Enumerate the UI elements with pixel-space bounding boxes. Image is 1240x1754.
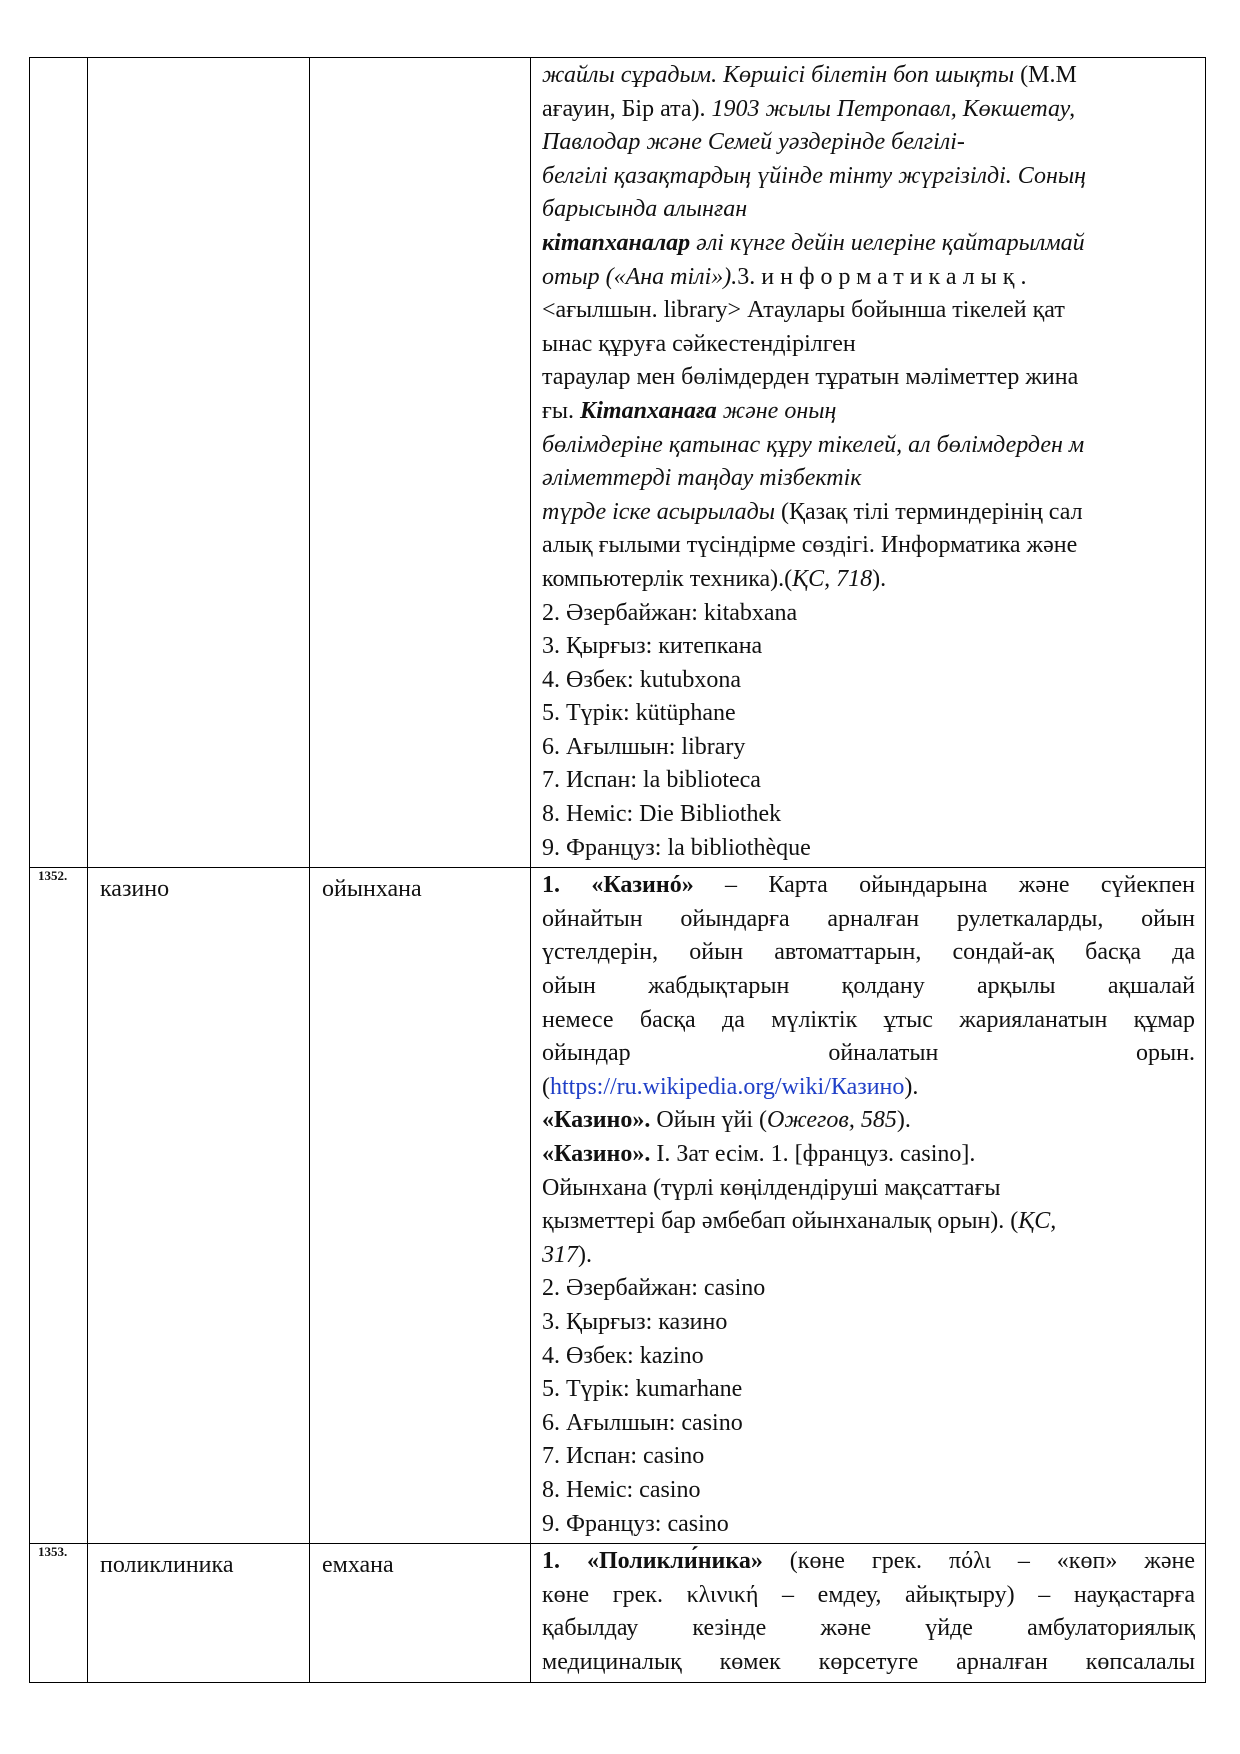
text-segment: ынас құруға сәйкестендірілген bbox=[542, 330, 856, 357]
definition-line bbox=[542, 227, 1195, 261]
kazakh-term-cell bbox=[310, 868, 531, 1544]
text-segment: (көне грек. πόλι – «көп» және bbox=[762, 1548, 1195, 1575]
definition-text bbox=[531, 868, 1205, 1543]
definition-line bbox=[542, 630, 1195, 664]
definition-line bbox=[542, 1071, 1195, 1105]
text-segment: 1903 жылы Петропавл, Көкшетау, bbox=[711, 95, 1076, 122]
text-segment: белгілі қазақтардың үйінде тінту жүргізілді. Соның bbox=[542, 162, 1087, 189]
text-segment: 8. Неміс: casino bbox=[542, 1476, 701, 1503]
table-row bbox=[30, 1544, 1206, 1682]
text-segment: ( bbox=[542, 1073, 550, 1100]
text-segment: 4. Өзбек: kazino bbox=[542, 1342, 704, 1369]
definition-line bbox=[542, 59, 1195, 93]
text-segment: Ожегов, 585 bbox=[767, 1107, 897, 1134]
russian-term-cell bbox=[88, 58, 310, 868]
definition-line bbox=[542, 1272, 1195, 1306]
entry-number-cell bbox=[30, 1544, 88, 1682]
definition-line bbox=[542, 160, 1195, 194]
text-segment: ). bbox=[872, 565, 887, 592]
wikipedia-link[interactable]: https://ru.wikipedia.org/wiki/Казино bbox=[550, 1073, 905, 1100]
definition-line bbox=[542, 764, 1195, 798]
table-row bbox=[30, 58, 1206, 868]
entry-number: 1353. bbox=[38, 1544, 68, 1560]
dictionary-table-body bbox=[30, 58, 1206, 1683]
definition-line bbox=[542, 597, 1195, 631]
definition-line bbox=[542, 1508, 1195, 1542]
text-segment: 6. Ағылшын: library bbox=[542, 733, 746, 760]
definition-line bbox=[542, 1239, 1195, 1273]
russian-term bbox=[88, 58, 309, 62]
table-row bbox=[30, 868, 1206, 1544]
text-segment: ). bbox=[578, 1241, 592, 1268]
text-segment: Ойынхана (түрлі көңілдендіруші мақсаттағы bbox=[542, 1174, 1001, 1201]
russian-term: поликлиника bbox=[100, 1552, 234, 1579]
kazakh-term-cell bbox=[310, 58, 531, 868]
definition-text bbox=[531, 58, 1205, 867]
text-segment: 2. Әзербайжан: kitabxana bbox=[542, 599, 798, 626]
definition-line bbox=[542, 697, 1195, 731]
text-segment: Ойын үйі ( bbox=[650, 1107, 768, 1134]
text-segment: жайлы сұрадым. Көршісі білетін боп шықты bbox=[542, 62, 1015, 88]
text-segment: 1. «Поликли́ника» bbox=[542, 1548, 763, 1575]
text-segment: тараулар мен бөлімдерден тұратын мәліметтер жина bbox=[542, 364, 1079, 391]
definition-line bbox=[542, 429, 1195, 463]
text-segment: ғы. bbox=[542, 397, 580, 424]
text-segment: – Карта ойындарына және сүйекпен bbox=[693, 872, 1195, 899]
text-segment: әліметтерді таңдау тізбектік bbox=[542, 465, 862, 492]
text-segment: ҚС, bbox=[1018, 1208, 1057, 1235]
text-segment: 3. bbox=[737, 263, 762, 290]
text-segment: қызметтері бар әмбебап ойынханалық орын). ( bbox=[542, 1208, 1019, 1235]
text-segment: 6. Ағылшын: casino bbox=[542, 1409, 743, 1436]
text-segment: отыр («Ана тілі»). bbox=[542, 263, 738, 290]
text-segment: ағауин, Бір ата). bbox=[542, 95, 712, 122]
definition-line bbox=[542, 1004, 1195, 1038]
text-segment: түрде іске асырылады bbox=[542, 498, 776, 525]
text-segment: барысында алынған bbox=[542, 196, 748, 223]
definition-line bbox=[542, 1373, 1195, 1407]
dictionary-table bbox=[29, 57, 1206, 1683]
definition-line bbox=[542, 1340, 1195, 1374]
definition-line bbox=[542, 798, 1195, 832]
entry-number-cell bbox=[30, 58, 88, 868]
text-segment: Павлодар және Семей уәздерінде белгілі- bbox=[542, 129, 965, 156]
definition-line bbox=[542, 193, 1195, 227]
kazakh-term: емхана bbox=[322, 1552, 394, 1579]
text-segment: 7. Испан: la biblioteca bbox=[542, 767, 761, 794]
definition-line bbox=[542, 1612, 1195, 1646]
text-segment: қабылдау кезінде және үйде амбулаториялық bbox=[542, 1615, 1195, 1642]
definition-line bbox=[542, 936, 1195, 970]
definition-line bbox=[542, 1646, 1195, 1680]
russian-term: казино bbox=[100, 876, 170, 903]
definition-line bbox=[542, 903, 1195, 937]
text-segment: 9. Француз: casino bbox=[542, 1510, 729, 1537]
text-segment: көне грек. κλινική – емдеу, айықтыру) – науқастарға bbox=[542, 1581, 1195, 1608]
text-segment: немесе басқа да мүліктік ұтыс жарияланатын құмар bbox=[542, 1006, 1195, 1033]
definition-line bbox=[542, 832, 1195, 866]
definition-line bbox=[542, 395, 1195, 429]
text-segment: үстелдерін, ойын автоматтарын, сондай-ақ басқа да bbox=[542, 939, 1195, 966]
text-segment: 3. Қырғыз: казино bbox=[542, 1308, 728, 1335]
definition-line bbox=[542, 328, 1195, 362]
text-segment: 4. Өзбек: kutubxona bbox=[542, 666, 742, 693]
text-segment: (Қазақ тілі терминдерінің сал bbox=[775, 498, 1083, 525]
text-segment: әлі күнге дейін иелеріне қайтарылмай bbox=[690, 229, 1085, 256]
text-segment: кітапханалар bbox=[542, 229, 691, 256]
text-segment: 317 bbox=[542, 1241, 578, 1268]
definition-line bbox=[542, 731, 1195, 765]
text-segment: ). bbox=[896, 1107, 911, 1134]
text-segment: медициналық көмек көрсетуге арналған көпсалалы bbox=[542, 1648, 1195, 1675]
definition-line bbox=[542, 664, 1195, 698]
text-segment: 1. «Казинó» bbox=[542, 872, 694, 899]
kazakh-term bbox=[310, 58, 530, 62]
definition-line bbox=[542, 1172, 1195, 1206]
definition-line bbox=[542, 261, 1195, 295]
text-segment: 2. Әзербайжан: casino bbox=[542, 1275, 766, 1302]
definition-line bbox=[542, 1037, 1195, 1071]
text-segment: алық ғылыми түсіндірме сөздігі. Информатика және bbox=[542, 532, 1078, 559]
text-segment: ойнайтын ойындарға арналған рулеткаларды, ойын bbox=[542, 905, 1195, 932]
text-segment: информатикалық. bbox=[761, 263, 1033, 290]
text-segment: (М.М bbox=[1014, 62, 1077, 88]
kazakh-term-cell bbox=[310, 1544, 531, 1682]
text-segment: I. Зат есім. 1. [француз. casino]. bbox=[650, 1141, 976, 1167]
kazakh-term: ойынхана bbox=[322, 876, 422, 903]
definition-line bbox=[542, 1579, 1195, 1613]
entry-number-cell bbox=[30, 868, 88, 1544]
text-segment: ойын жабдықтарын қолдану арқылы ақшалай bbox=[542, 973, 1195, 1000]
entry-number: 1352. bbox=[38, 868, 68, 884]
definition-cell bbox=[531, 1544, 1206, 1682]
text-segment: компьютерлік техника).( bbox=[542, 565, 793, 592]
text-segment: бөлімдеріне қатынас құру тікелей, ал бөлімдерден м bbox=[542, 431, 1085, 458]
definition-cell bbox=[531, 58, 1206, 868]
text-segment: «Казино». bbox=[542, 1107, 651, 1134]
definition-line bbox=[542, 93, 1195, 127]
definition-line bbox=[542, 126, 1195, 160]
definition-line bbox=[542, 1440, 1195, 1474]
definition-line bbox=[542, 1407, 1195, 1441]
entry-number bbox=[30, 58, 87, 59]
definition-line bbox=[542, 361, 1195, 395]
text-segment: «Казино». bbox=[542, 1141, 651, 1167]
definition-line bbox=[542, 1306, 1195, 1340]
text-segment: 3. Қырғыз: китепкана bbox=[542, 633, 763, 660]
text-segment: 8. Неміс: Die Bibliothek bbox=[542, 801, 782, 828]
text-segment: ойындар ойналатын орын. bbox=[542, 1040, 1195, 1067]
definition-line bbox=[542, 1138, 1195, 1172]
text-segment: Кітапханаға bbox=[579, 397, 717, 424]
russian-term-cell bbox=[88, 1544, 310, 1682]
text-segment: 5. Түрік: kumarhane bbox=[542, 1376, 743, 1403]
definition-text bbox=[531, 1544, 1205, 1681]
text-segment: ҚС, 718 bbox=[792, 565, 873, 592]
definition-line bbox=[542, 1545, 1195, 1579]
text-segment: және оның bbox=[716, 397, 837, 424]
definition-line bbox=[542, 1104, 1195, 1138]
definition-line bbox=[542, 563, 1195, 597]
text-segment: 5. Түрік: kütüphane bbox=[542, 700, 736, 727]
text-segment: 9. Француз: la bibliothèque bbox=[542, 834, 811, 861]
definition-cell bbox=[531, 868, 1206, 1544]
text-segment: <ағылшын. library> Атаулары бойынша тікелей қат bbox=[542, 297, 1065, 324]
definition-line bbox=[542, 970, 1195, 1004]
definition-line bbox=[542, 1205, 1195, 1239]
russian-term-cell bbox=[88, 868, 310, 1544]
definition-line bbox=[542, 869, 1195, 903]
text-segment: ). bbox=[904, 1073, 919, 1100]
definition-line bbox=[542, 1474, 1195, 1508]
definition-line bbox=[542, 462, 1195, 496]
definition-line bbox=[542, 529, 1195, 563]
definition-line bbox=[542, 496, 1195, 530]
text-segment: 7. Испан: casino bbox=[542, 1443, 705, 1470]
definition-line bbox=[542, 294, 1195, 328]
